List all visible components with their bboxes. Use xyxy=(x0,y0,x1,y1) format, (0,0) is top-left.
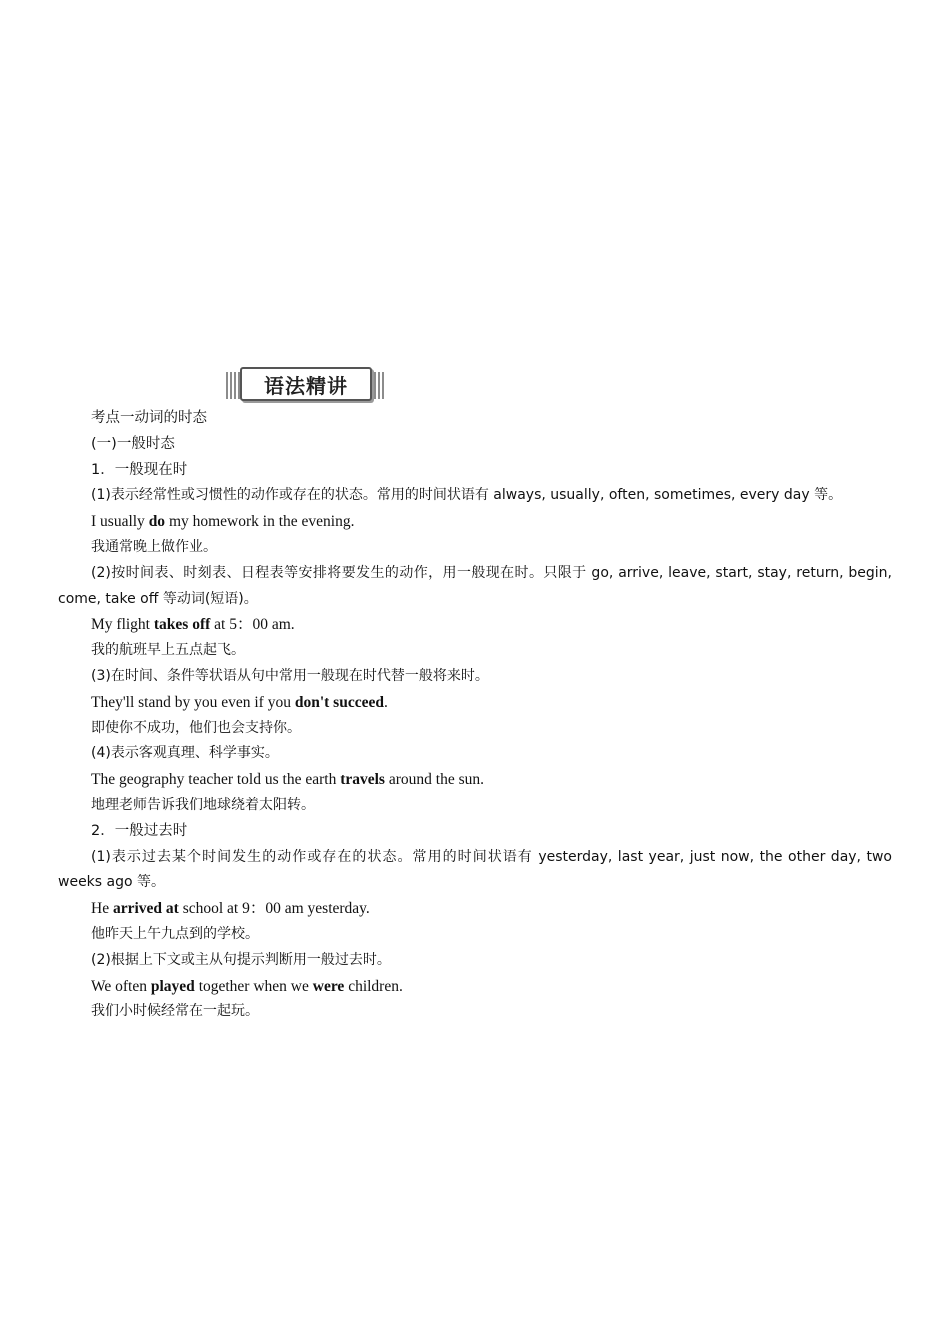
past-translation-2: 我们小时候经常在一起玩。 xyxy=(91,1003,259,1020)
present-translation-2: 我的航班早上五点起飞。 xyxy=(91,642,245,659)
present-example-3 xyxy=(58,690,892,716)
example-text: They'll stand by you even if you xyxy=(91,693,295,711)
present-translation-1: 我通常晚上做作业。 xyxy=(91,538,217,555)
section-banner xyxy=(226,367,384,403)
present-rule-2: (2)按时间表、时刻表、日程表等安排将要发生的动作，用一般现在时。只限于 go, arrive, leave, start, stay, return, begin, come, take off 等动词(短语)。 xyxy=(58,564,892,607)
example-keyword: played xyxy=(150,977,195,995)
example-text: I usually xyxy=(91,513,149,531)
topic-heading: 考点一动词的时态 xyxy=(91,410,207,426)
subsection-heading: (一)一般时态 xyxy=(91,435,175,452)
past-example-2 xyxy=(58,974,892,1000)
example-keyword: arrived at xyxy=(112,900,179,918)
example-keyword: travels xyxy=(340,771,385,789)
example-text: He xyxy=(91,900,113,918)
present-rule-3: (3)在时间、条件等状语从句中常用一般现在时代替一般将来时。 xyxy=(91,667,489,684)
past-rule-1: (1)表示过去某个时间发生的动作或存在的状态。常用的时间状语有 yesterday, last year, just now, the other day, two weeks ago 等。 xyxy=(58,848,892,891)
banner-title: 语法精讲 xyxy=(264,373,348,398)
present-simple-title: 1．一般现在时 xyxy=(91,461,188,478)
present-example-1 xyxy=(58,509,892,535)
past-simple-title: 2．一般过去时 xyxy=(91,822,188,839)
present-translation-3: 即使你不成功，他们也会支持你。 xyxy=(91,719,301,736)
example-text: children. xyxy=(344,977,403,995)
example-text: . xyxy=(383,693,388,711)
past-translation-1: 他昨天上午九点到的学校。 xyxy=(91,925,259,942)
present-translation-4: 地理老师告诉我们地球绕着太阳转。 xyxy=(91,796,315,813)
example-keyword: don't succeed xyxy=(294,693,384,711)
example-text: at 5：00 am. xyxy=(210,616,295,634)
example-text: my homework in the evening. xyxy=(165,513,355,531)
present-example-4 xyxy=(58,767,892,793)
example-keyword: takes off xyxy=(153,616,211,634)
example-text: The geography teacher told us the earth xyxy=(91,771,341,789)
example-text: We often xyxy=(91,977,151,995)
banner-box xyxy=(240,367,372,401)
present-example-2 xyxy=(58,612,892,638)
document-body xyxy=(58,406,892,1025)
example-text: school at 9：00 am yesterday. xyxy=(178,900,370,918)
past-rule-2: (2)根据上下文或主从句提示判断用一般过去时。 xyxy=(91,951,391,968)
example-text: around the sun. xyxy=(384,771,484,789)
present-rule-4: (4)表示客观真理、科学事实。 xyxy=(91,745,279,762)
example-keyword: do xyxy=(148,513,166,531)
example-text: My flight xyxy=(91,616,154,634)
past-example-1 xyxy=(58,896,892,922)
example-text: together when we xyxy=(194,977,313,995)
present-rule-1: (1)表示经常性或习惯性的动作或存在的状态。常用的时间状语有 always, usually, often, sometimes, every day 等。 xyxy=(91,487,843,504)
example-keyword: were xyxy=(312,977,345,995)
